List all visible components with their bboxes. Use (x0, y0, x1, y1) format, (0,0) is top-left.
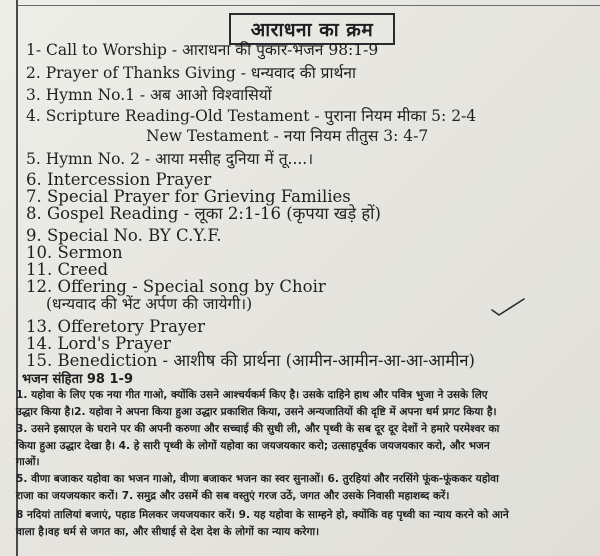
worship-item: 12. Offering - Special song by Choir (26, 277, 326, 296)
psalm-line: 1. यहोवा के लिए एक नया गीत गाओ, क्योंकि उसने आश्चर्यकर्म किए है। उसके दाहिने हाथ और पवित्र भुजा ने उसके लिए (16, 389, 488, 401)
worship-item: 11. Creed (26, 260, 109, 279)
top-border (16, 5, 600, 6)
worship-item: 3. Hymn No.1 - अब आओ विश्वासियों (26, 86, 272, 104)
worship-item: 10. Sermon (26, 243, 123, 262)
page-title: आराधना का क्रम (229, 13, 395, 45)
worship-item: 4. Scripture Reading-Old Testament - पुराना नियम मीका 5: 2-4 (26, 107, 477, 125)
worship-item-continuation: New Testament - नया नियम तीतुस 3: 4-7 (146, 127, 429, 145)
psalm-line: गाओं। (16, 456, 40, 468)
worship-item: 15. Benediction - आशीष की प्रार्थना (आमीन-आमीन-आ-आ-आमीन) (26, 351, 475, 370)
psalm-line: राजा का जयजयकार करों। 7. समुद्र और उसमें की सब वस्तुएं गरज उठें, जगत और उसके निवासी महाशब्द करें। (16, 490, 450, 502)
worship-item: 8. Gospel Reading - लूका 2:1-16 (कृपया खड़े हों) (26, 204, 381, 223)
worship-item: 5. Hymn No. 2 - आया मसीह दुनिया में तू....। (26, 150, 314, 168)
worship-item: 9. Special No. BY C.Y.F. (26, 226, 222, 245)
psalm-line: उद्धार किया है।2. यहोवा ने अपना किया हुआ उद्धार प्रकाशित किया, उसने अन्यजातियों की दृष्टि में अपना धर्म प्रगट किया है। (16, 406, 497, 418)
psalm-line: वाला है।वह धर्म से जगत का, और सीधाई से देश देश के लोगों का न्याय करेगा। (16, 526, 320, 538)
worship-item-continuation: (धन्यवाद की भेंट अर्पण की जायेगी।) (46, 295, 253, 313)
worship-item: 1- Call to Worship - आराधना की पुकार-भजन 98:1-9 (26, 41, 379, 59)
psalm-line: 5. वीणा बजाकर यहोवा का भजन गाओ, वीणा बजाकर भजन का स्वर सुनाओं। 6. तुरहियां और नरसिंगे फूंक-फूंककर यहोवा (16, 473, 499, 485)
worship-item: 7. Special Prayer for Grieving Families (26, 187, 351, 206)
worship-item: 14. Lord's Prayer (26, 334, 171, 353)
psalm-reference: भजन संहिता 98 1-9 (22, 372, 133, 387)
psalm-line: 3. उसने इस्राएल के घराने पर की अपनी करुणा और सच्चाई की सुधी ली, और पृथ्वी के सब दूर दूर देशों ने हमारे परमेश्वर का (16, 423, 500, 435)
worship-item: 6. Intercession Prayer (26, 170, 212, 189)
check-mark-icon (490, 296, 526, 318)
psalm-line: किया हुआ उद्धार देखा है। 4. हे सारी पृथ्वी के लोगों यहोवा का जयजयकार करो; उत्साहपूर्वक जयजयकार करो, और भजन (16, 440, 490, 452)
worship-item: 13. Offeretory Prayer (26, 317, 205, 336)
worship-item: 2. Prayer of Thanks Giving - धन्यवाद की प्रार्थना (26, 64, 357, 82)
psalm-line: 8 नदियां तालियां बजाएं, पहाड मिलकर जयजयकार करें। 9. यह यहोवा के साम्हने हो, क्योंकि वह पृथ्वी का न्याय करने को आने (16, 509, 509, 521)
